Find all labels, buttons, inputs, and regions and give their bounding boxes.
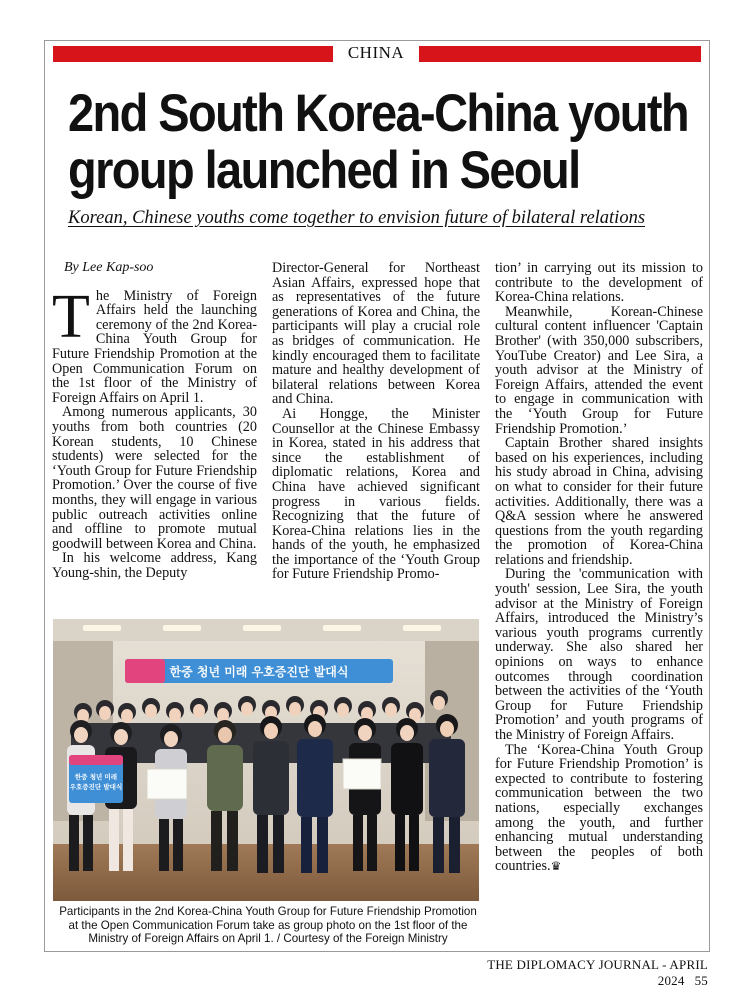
end-mark-icon: ♛ [550, 859, 562, 874]
page-footer [438, 957, 708, 989]
drop-cap: T [52, 282, 90, 351]
article-column-2 [272, 261, 480, 582]
headline: 2nd South Korea-China youth group launched in Seoul [68, 82, 689, 200]
article-column-3 [495, 261, 703, 874]
section-bar-left [53, 46, 333, 62]
sign-text-1: 한중 청년 미래 [74, 773, 118, 781]
section-bar-right [419, 46, 701, 62]
section-label: CHINA [347, 43, 405, 62]
article-paragraph: Among numerous applicants, 30 youths from both countries (20 Korean students, 10 Chinese students) were selected for the ‘Youth Group for Future Friendship Promotion.’ Over the course of five months, they will engage in various public outreach activities online and offline to promote mutual goodwill between Korea and China. [52, 404, 257, 552]
subheadline: Korean, Chinese youths come together to envision future of bilateral relations [68, 208, 646, 228]
article-paragraph: Meanwhile, Korean-Chinese cultural content influencer 'Captain Brother' (with 350,000 subscribers, YouTube Creator) and Lee Sira, a youth advisor at the Ministry of Foreign Affairs, attended the event to engage in communication with the ‘Youth Group for Future Friendship Promotion.’ [495, 303, 703, 437]
article-paragraph: Captain Brother shared insights based on his experiences, including his study abroad in China, advising on what to consider for their future activities. Additionally, there was a Q&A session where he answered questions from the youth regarding the promotion of Korea-China relations and friendship. [495, 435, 703, 568]
publication-name: THE DIPLOMACY JOURNAL - APRIL 2024 [487, 957, 708, 988]
byline: By Lee Kap-soo [64, 260, 154, 275]
page-number: 55 [694, 973, 708, 988]
article-paragraph: In his welcome address, Kang Young-shin, the Deputy [52, 550, 257, 581]
photo-caption: Participants in the 2nd Korea-China Youth Group for Future Friendship Promotion at the Open Communication Forum take as group photo on the 1st floor of the Ministry of Foreign Affairs on April 1. / Courtesy of the Foreign Ministry [59, 905, 477, 945]
article-paragraph: tion’ in carrying out its mission to contribute to the development of Korea-China relations. [495, 260, 703, 306]
article-paragraph: During the 'communication with youth' session, Lee Sira, the youth advisor at the Ministry of Foreign Affairs, introduced the Ministry’s various youth programs currently underway. She also shared her opinions on ways to enhance outcomes through coordination between the activities of the ‘Youth Group for Future Friendship Promotion’ and youth programs of the Ministry of Foreign Affairs. [495, 566, 703, 743]
article-column-1 [52, 261, 257, 580]
article-paragraph: The ‘Korea-China Youth Group for Future Friendship Promotion’ is expected to contribute to fostering communication between the two nations, especially exchanges among the youth, and further enhancing mutual understanding between the peoples of both countries.♛ [495, 741, 703, 875]
article-paragraph: The Ministry of Foreign Affairs held the launching ceremony of the 2nd Korea-China Youth Group for Future Friendship Promotion at the Open Communication Forum on the 1st floor of the Ministry of Foreign Affairs on April 1. [52, 282, 257, 406]
article-paragraph: Director-General for Northeast Asian Affairs, expressed hope that as representatives of the future generations of Korea and China, the participants will play a crucial role as bridges of communication. He kindly encouraged them to facilitate mature and healthy development of bilateral relations between Korea and China. [272, 260, 480, 408]
group-photo [53, 619, 479, 901]
banner-text: 한중 청년 미래 우호증진단 발대식 [169, 665, 349, 679]
article-paragraph: Ai Hongge, the Minister Counsellor at the Chinese Embassy in Korea, stated in his address that since the establishment of diplomatic relations, Korea and China have achieved significant progress in various fields. Recognizing that the future of Korea-China relations lies in the hands of the youth, he emphasized the importance of the ‘Youth Group for Future Friendship Promo- [272, 405, 480, 583]
sign-text-2: 우호증진단 발대식 [69, 783, 123, 791]
